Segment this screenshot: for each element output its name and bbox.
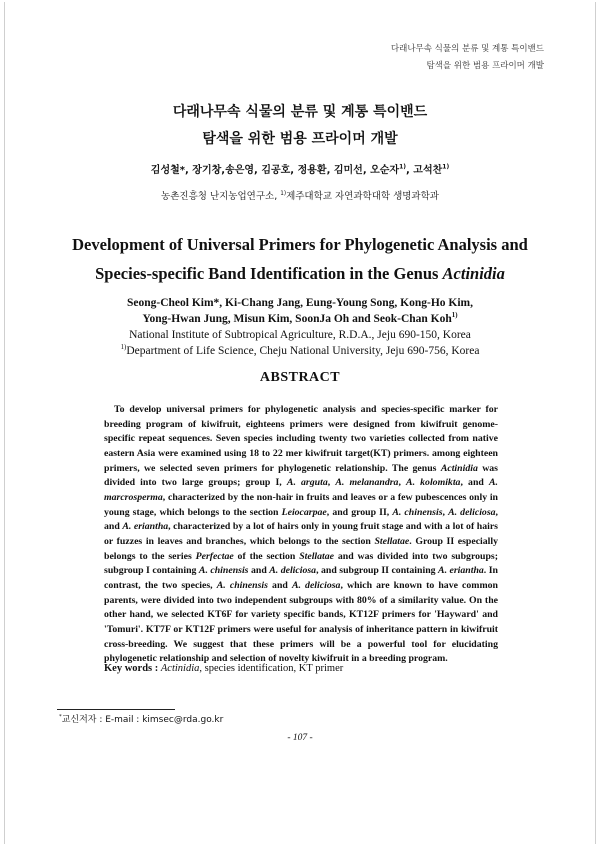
english-affil-line1: National Institute of Subtropical Agriculture, R.D.A., Jeju 690-150, Korea xyxy=(129,329,471,341)
english-affil-line2-wrap xyxy=(0,343,600,359)
abstract-text: , xyxy=(398,477,407,489)
abstract-text: , xyxy=(442,506,449,518)
page-bottom-blank xyxy=(0,760,600,840)
korean-authors-mark1: 1) xyxy=(399,163,407,171)
english-title xyxy=(0,230,600,288)
abstract-text: , and xyxy=(460,477,489,489)
abstract-text: , and subgroup II containing xyxy=(316,565,439,577)
korean-title xyxy=(0,99,600,153)
footnote-text: 교신저자 : E-mail : kimsec@rda.go.kr xyxy=(61,715,224,725)
abstract-section-name: Stellatae xyxy=(374,535,410,547)
keywords-label: Key words : xyxy=(104,663,161,674)
page-number: - 107 - xyxy=(287,733,313,743)
korean-affil-mark: 1) xyxy=(280,190,287,197)
abstract-text: of the section xyxy=(233,550,300,562)
abstract-species: A. eriantha xyxy=(122,521,169,533)
abstract-heading: ABSTRACT xyxy=(259,370,341,385)
english-authors-mark: 1) xyxy=(451,312,458,320)
abstract-text: , characterized by a lot of hairs only in young fruit stage and with a lot of hairs or fuzzes in leaves and branches, which belongs to the section xyxy=(104,521,498,547)
abstract-series-name: Perfectae xyxy=(195,550,234,562)
korean-affil-text2: 제주대학교 자연과학대학 생명과학과 xyxy=(286,191,439,202)
korean-authors-sep: , 고석찬 xyxy=(406,165,443,176)
abstract-species: A. chinensis xyxy=(198,565,249,577)
korean-title-line2: 탐색을 위한 범용 프라이머 개발 xyxy=(202,131,398,147)
abstract-species: A. melanandra xyxy=(335,477,399,489)
english-authors xyxy=(0,295,600,327)
running-head-line2: 탐색을 위한 범용 프라이머 개발 xyxy=(426,61,544,71)
running-head xyxy=(391,41,544,75)
abstract-species: Actinidia xyxy=(440,462,478,474)
abstract-species: A. chinensis xyxy=(392,506,443,518)
abstract-species: A. deliciosa xyxy=(448,506,496,518)
abstract-text: and xyxy=(267,579,292,591)
english-affiliation xyxy=(0,327,600,359)
english-authors-line2-wrap xyxy=(0,311,600,327)
abstract-species: A. arguta xyxy=(286,477,328,489)
korean-title-line1: 다래나무속 식물의 분류 및 계통 특이밴드 xyxy=(172,104,428,120)
abstract-text: and xyxy=(248,565,270,577)
korean-authors-main: 김성철*, 장기창,송은영, 김공호, 정용환, 김미선, 오순자 xyxy=(150,165,400,176)
english-title-genus: Actinidia xyxy=(442,264,505,283)
abstract-species: A. kolomikta xyxy=(406,477,461,489)
abstract-species: A. deliciosa xyxy=(269,565,317,577)
abstract-text: , characterized by the non-hair in fruits and leaves or a few pubescences only in young stage, which belongs to the section xyxy=(104,491,498,518)
abstract-section-name: Stellatae xyxy=(299,550,335,562)
korean-affiliation xyxy=(0,190,600,204)
english-title-line2-text: Species-specific Band Identification in the Genus xyxy=(95,264,443,283)
english-affil-mark: 1) xyxy=(120,344,127,352)
abstract-species: A. deliciosa xyxy=(291,579,341,591)
footnote-mark: * xyxy=(59,714,62,720)
abstract-body xyxy=(104,403,498,667)
english-authors-line2: Yong-Hwan Jung, Misun Kim, SoonJa Oh and Seok-Chan Koh xyxy=(142,313,452,325)
abstract-text: , xyxy=(327,477,336,489)
keywords-genus: Actinidia xyxy=(160,663,200,674)
abstract-text: , and group II, xyxy=(326,506,393,518)
english-title-line1: Development of Universal Primers for Phylogenetic Analysis and xyxy=(72,235,528,254)
korean-authors-mark2: 1) xyxy=(442,163,450,171)
english-affil-line2: Department of Life Science, Cheju National University, Jeju 690-756, Korea xyxy=(126,345,480,357)
footnote-rule xyxy=(57,709,175,710)
abstract-text: and was divided into two subgroups; subgroup I containing xyxy=(104,550,498,577)
footnote xyxy=(59,712,223,725)
abstract-text: , which are known to have common parents, were divided into two independent subgroups with 80% of a similarity value. On the other hand, we selected KT6F for variety specific bands, KT12F primers for 'Hayward' and 'Tomuri'. KT7F or KT12F primers were useful for analysis of inheritance pattern in kiwifruit cross-breeding. We suggest that these primers will be a powerful tool for elucidating phylogenetic relationship and selection of novelty kiwifruit in a breeding program. xyxy=(104,579,498,665)
english-authors-line1: Seong-Cheol Kim*, Ki-Chang Jang, Eung-Young Song, Kong-Ho Kim, xyxy=(126,297,474,309)
abstract-text: To develop universal primers for phylogenetic analysis and species-specific marker for breeding program of kiwifruit, eighteens primers were designed from kiwifruit genome-specific repeat sequences. Seven species including twenty two varieties collected from native eastern Asia were examined using 18 to 22 mer kiwifruit target(KT) primers. among eighteen primers, we selected seven primers for phylogenetic relationship. The genus xyxy=(104,404,498,474)
keywords-rest: , species identification, KT primer xyxy=(199,663,344,674)
abstract-text: , and xyxy=(104,506,498,533)
keywords xyxy=(104,662,498,676)
abstract-text: was divided into two large groups; group I, xyxy=(104,462,498,489)
abstract-text: . Group II especially belongs to the series xyxy=(104,535,499,562)
abstract-section-name: Leiocarpae xyxy=(281,506,327,518)
korean-affil-text1: 농촌진흥청 난지농업연구소, xyxy=(161,191,281,202)
abstract-species: A. marcrosperma xyxy=(104,477,498,503)
running-head-line1: 다래나무속 식물의 분류 및 계통 특이밴드 xyxy=(390,44,544,54)
abstract-species: A. eriantha xyxy=(438,565,484,577)
abstract-text: . In contrast, the two species, xyxy=(104,565,498,591)
abstract-species: A. chinensis xyxy=(216,579,268,591)
english-title-line2 xyxy=(0,259,600,288)
korean-authors xyxy=(0,164,600,178)
